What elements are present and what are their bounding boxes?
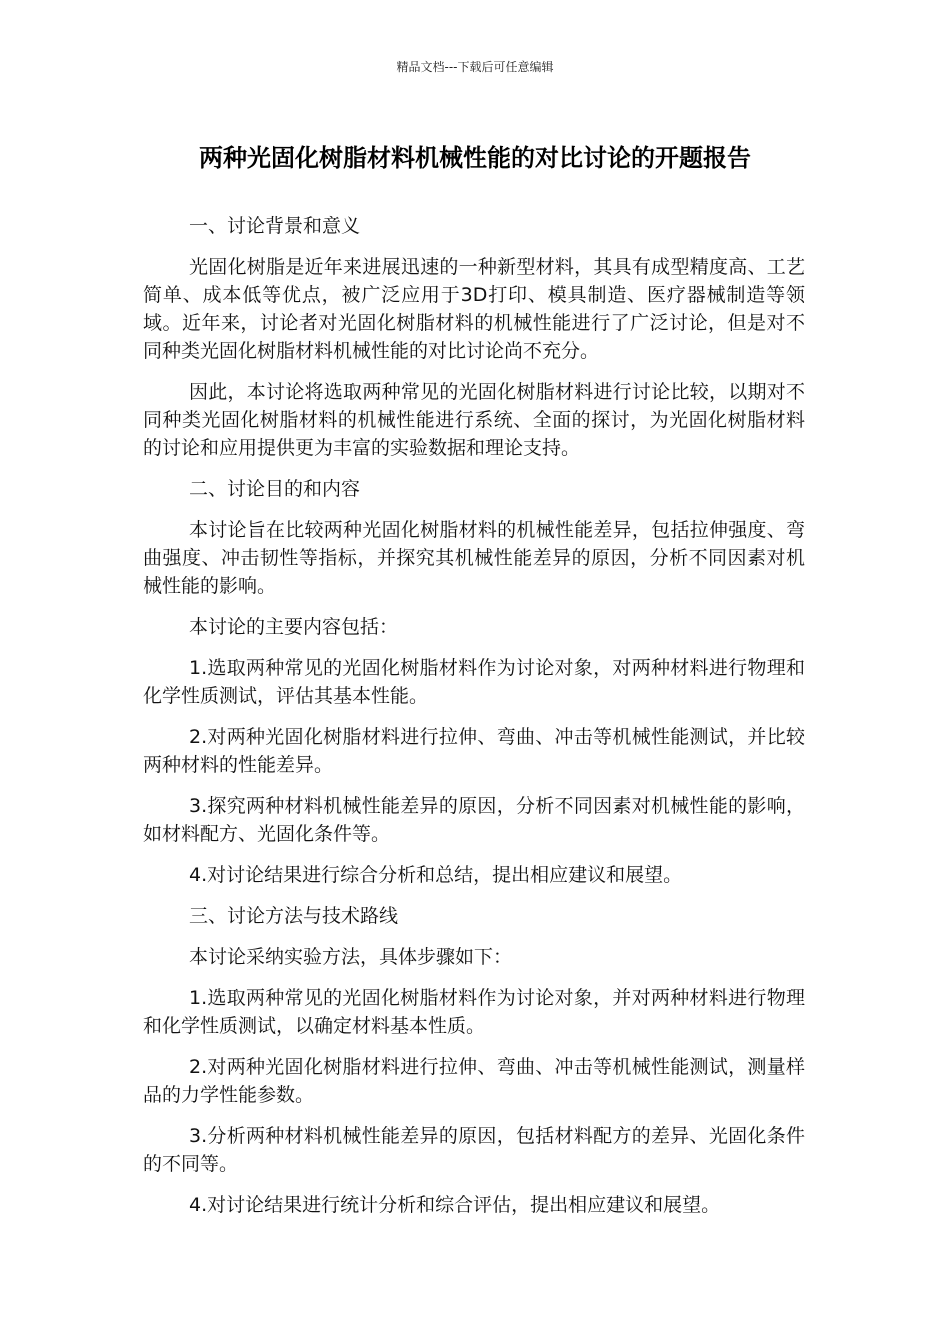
paragraph-background-2: 因此，本讨论将选取两种常见的光固化树脂材料进行讨论比较，以期对不同种类光固化树脂材料的机械性能进行系统、全面的探讨，为光固化树脂材料的讨论和应用提供更为丰富的实验数据和理论支持。 (143, 381, 805, 459)
paragraph-content-intro: 本讨论的主要内容包括： (189, 616, 399, 638)
list-item-method-4: 4.对讨论结果进行统计分析和综合评估，提出相应建议和展望。 (189, 1194, 721, 1216)
list-item-method-1: 1.选取两种常见的光固化树脂材料作为讨论对象，并对两种材料进行物理和化学性质测试，以确定材料基本性质。 (143, 987, 805, 1037)
list-item-content-4: 4.对讨论结果进行综合分析和总结，提出相应建议和展望。 (189, 864, 683, 886)
document-body (143, 212, 805, 1232)
section-heading-background: 一、讨论背景和意义 (189, 215, 361, 237)
paragraph-method-intro: 本讨论采纳实验方法，具体步骤如下： (189, 946, 513, 968)
document-title: 两种光固化树脂材料机械性能的对比讨论的开题报告 (199, 144, 751, 172)
header-note: 精品文档---下载后可任意编辑 (396, 60, 554, 74)
paragraph-purpose: 本讨论旨在比较两种光固化树脂材料的机械性能差异，包括拉伸强度、弯曲强度、冲击韧性等指标，并探究其机械性能差异的原因，分析不同因素对机械性能的影响。 (143, 519, 805, 597)
list-item-method-3: 3.分析两种材料机械性能差异的原因，包括材料配方的差异、光固化条件的不同等。 (143, 1125, 805, 1175)
list-item-content-2: 2.对两种光固化树脂材料进行拉伸、弯曲、冲击等机械性能测试，并比较两种材料的性能差异。 (143, 726, 805, 776)
list-item-content-3: 3.探究两种材料机械性能差异的原因，分析不同因素对机械性能的影响，如材料配方、光固化条件等。 (143, 795, 805, 845)
paragraph-background-1: 光固化树脂是近年来进展迅速的一种新型材料，其具有成型精度高、工艺简单、成本低等优点，被广泛应用于3D打印、模具制造、医疗器械制造等领域。近年来，讨论者对光固化树脂材料的机械性能进行了广泛讨论，但是对不同种类光固化树脂材料机械性能的对比讨论尚不充分。 (143, 256, 805, 362)
section-heading-purpose: 二、讨论目的和内容 (189, 478, 361, 500)
list-item-method-2: 2.对两种光固化树脂材料进行拉伸、弯曲、冲击等机械性能测试，测量样品的力学性能参数。 (143, 1056, 805, 1106)
section-heading-method: 三、讨论方法与技术路线 (189, 905, 399, 927)
list-item-content-1: 1.选取两种常见的光固化树脂材料作为讨论对象，对两种材料进行物理和化学性质测试，评估其基本性能。 (143, 657, 805, 707)
